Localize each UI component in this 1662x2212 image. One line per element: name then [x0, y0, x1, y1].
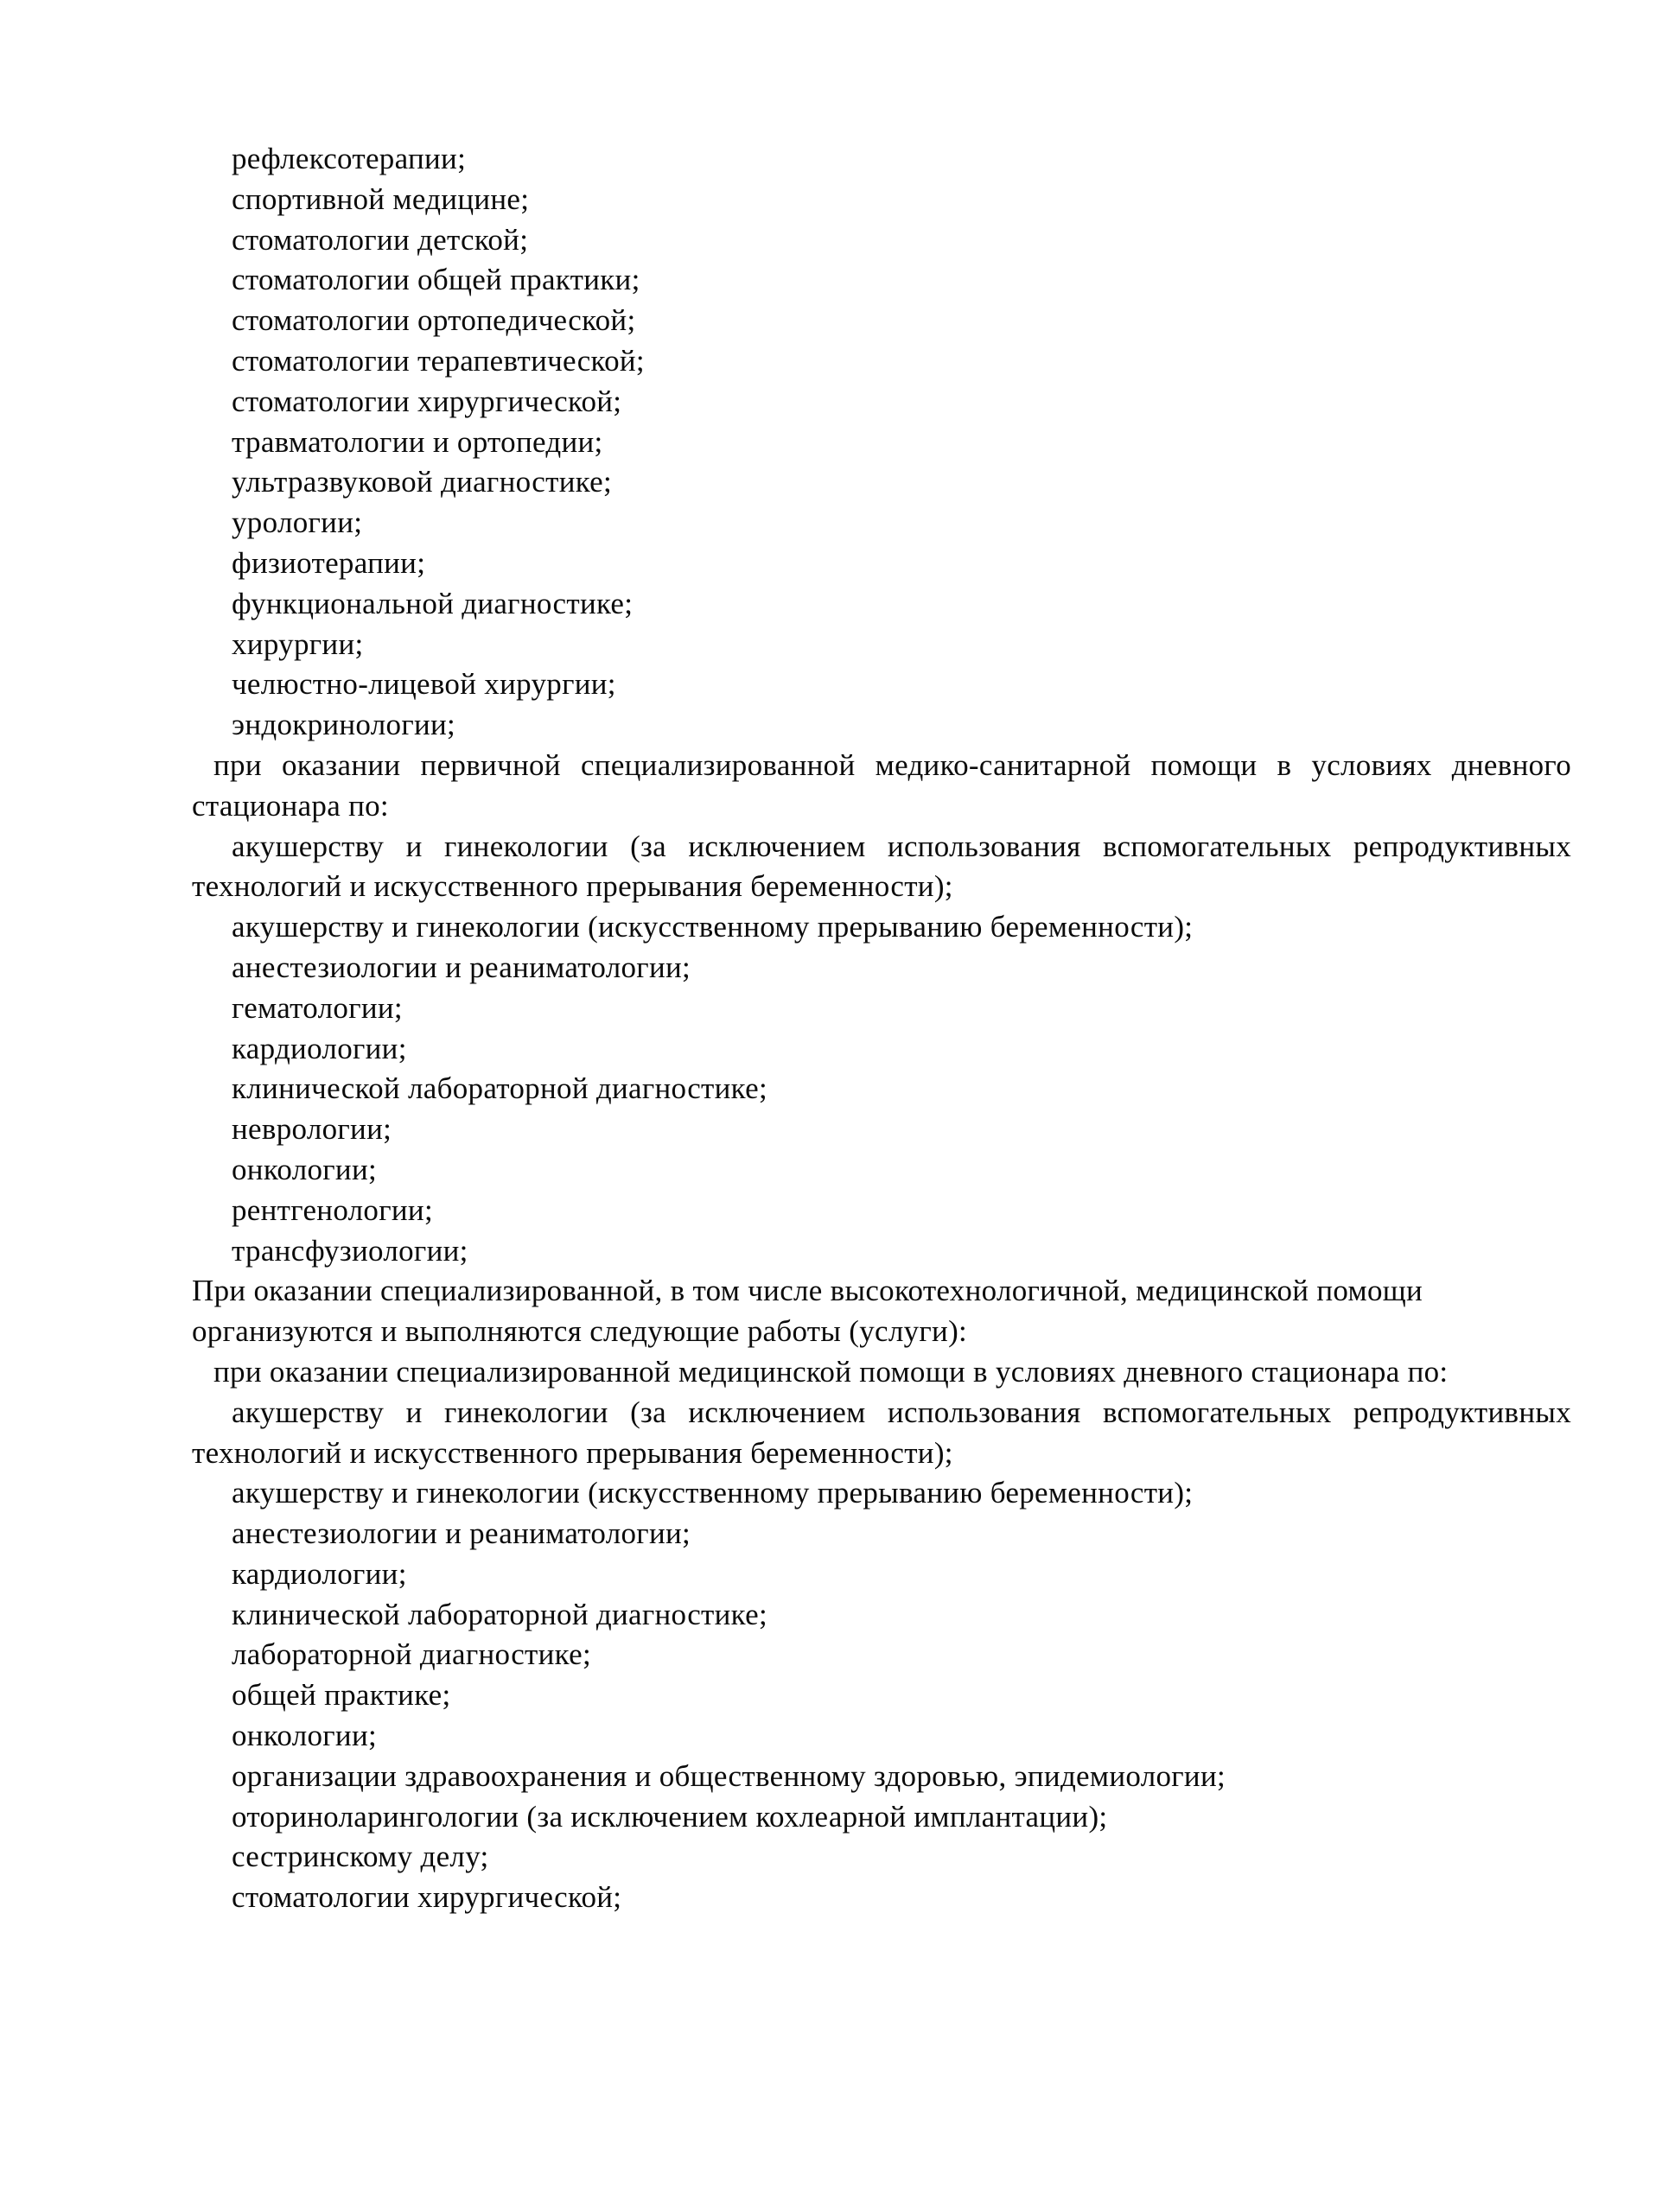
text-line: организуются и выполняются следующие работы (услуги): [192, 1314, 968, 1349]
text-line: стоматологии общей практики; [232, 263, 640, 297]
text-line: рефлексотерапии; [232, 142, 467, 175]
text-line: анестезиологии и реаниматологии; [232, 1516, 691, 1551]
text-line: анестезиологии и реаниматологии; [232, 950, 691, 984]
text-line: урологии; [232, 505, 363, 540]
text-line: онкологии; [232, 1152, 378, 1186]
text-line: оториноларингологии (за исключением кохлеарной имплантации); [232, 1799, 1108, 1834]
text-line: при оказании специализированной медицинской помощи в условиях дневного стационара по: [213, 1354, 1449, 1389]
text-line: функциональной диагностике; [232, 586, 634, 620]
text-line: рентгенологии; [232, 1192, 433, 1227]
text-line: стоматологии хирургической; [232, 384, 622, 418]
text-line: стоматологии хирургической; [232, 1880, 622, 1915]
text-line: стоматологии ортопедической; [232, 303, 636, 338]
text-line: кардиологии; [232, 1031, 407, 1065]
text-line: клинической лабораторной диагностике; [232, 1071, 767, 1106]
text-line: лабораторной диагностике; [232, 1637, 591, 1672]
text-line: стоматологии терапевтической; [232, 343, 645, 378]
text-line: сестринскому делу; [232, 1840, 489, 1874]
text-line: акушерству и гинекологии (искусственному прерыванию беременности); [232, 910, 1194, 944]
text-line: при оказании первичной специализированной медико-санитарной помощи в условиях дневного [213, 747, 1571, 782]
text-line: общей практике; [232, 1678, 451, 1713]
text-line: кардиологии; [232, 1556, 407, 1591]
text-line: При оказании специализированной, в том числе высокотехнологичной, медицинской помощи [192, 1274, 1423, 1308]
text-line: организации здравоохранения и общественному здоровью, эпидемиологии; [232, 1758, 1226, 1793]
text-line: челюстно-лицевой хирургии; [232, 667, 616, 702]
text-line: стоматологии детской; [232, 222, 529, 257]
text-line: физиотерапии; [232, 545, 426, 580]
text-line: стационара по: [192, 788, 389, 823]
text-line: ультразвуковой диагностике; [232, 465, 613, 499]
text-line: технологий и искусственного прерывания беременности); [192, 869, 953, 904]
text-line: акушерству и гинекологии (за исключением использования вспомогательных репродуктивных [232, 829, 1571, 863]
text-line: акушерству и гинекологии (искусственному прерыванию беременности); [232, 1476, 1194, 1510]
text-line: акушерству и гинекологии (за исключением использования вспомогательных репродуктивных [232, 1395, 1571, 1429]
text-line: гематологии; [232, 990, 403, 1025]
text-line: неврологии; [232, 1112, 392, 1147]
text-line: онкологии; [232, 1719, 378, 1753]
text-line: хирургии; [232, 626, 364, 661]
document-text [192, 139, 1571, 1918]
text-line: травматологии и ортопедии; [232, 424, 603, 459]
text-line: эндокринологии; [232, 708, 456, 742]
text-line: трансфузиологии; [232, 1233, 468, 1268]
text-line: спортивной медицине; [232, 181, 530, 216]
text-line: клинической лабораторной диагностике; [232, 1597, 767, 1631]
text-line: технологий и искусственного прерывания беременности); [192, 1435, 953, 1470]
